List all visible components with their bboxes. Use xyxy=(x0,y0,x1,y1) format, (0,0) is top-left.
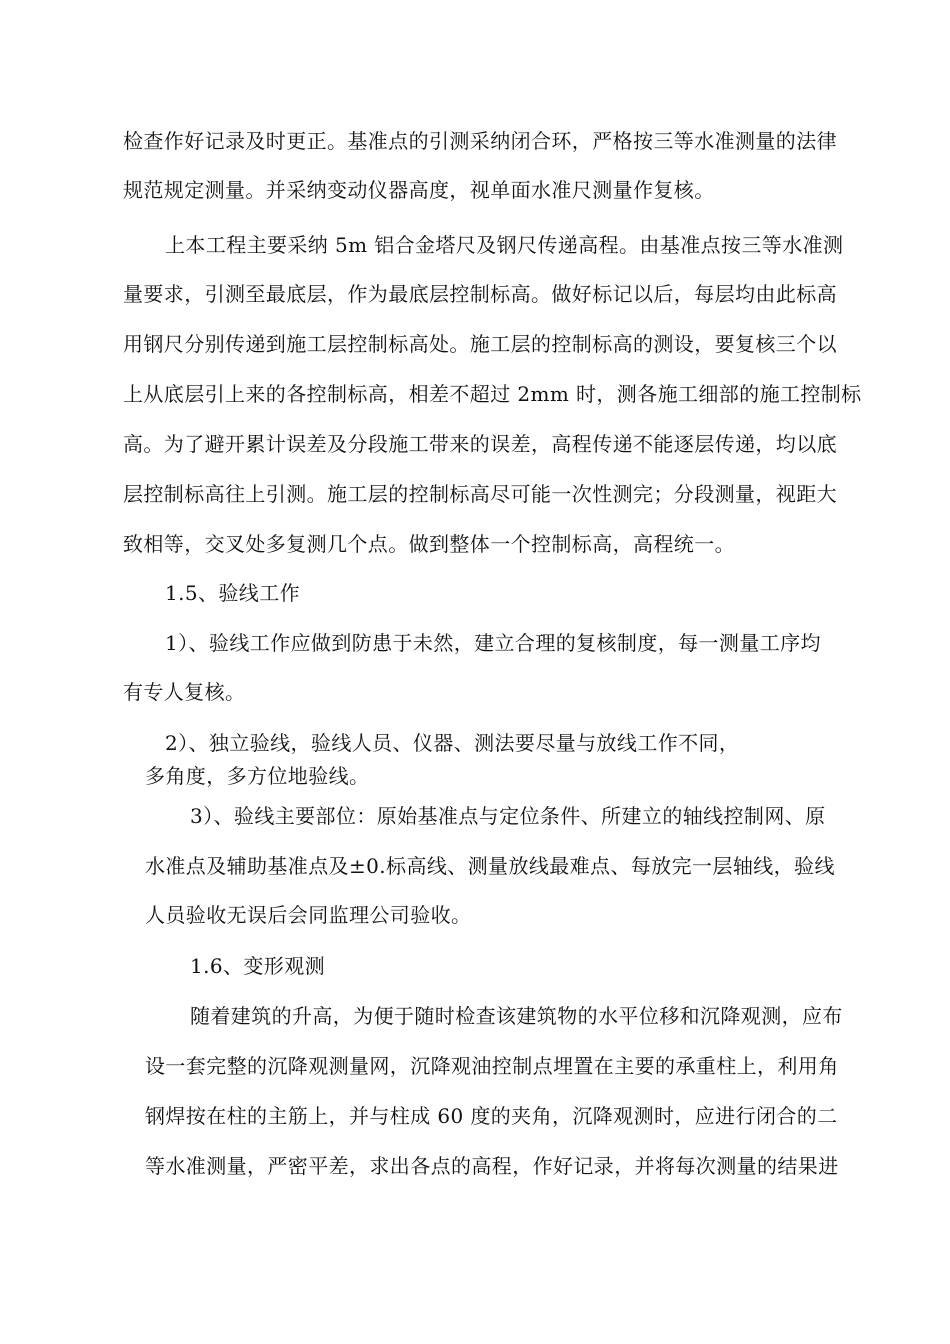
text-line: 检查作好记录及时更正。基准点的引测采纳闭合环，严格按三等水准测量的法律 xyxy=(123,129,837,153)
text-line: 等水准测量，严密平差，求出各点的高程，作好记录，并将每次测量的结果进 xyxy=(145,1154,839,1178)
text-line: 3）、验线主要部位：原始基准点与定位条件、所建立的轴线控制网、原 xyxy=(190,804,826,828)
section-heading-1-6: 1.6、变形观测 xyxy=(190,954,326,978)
text-line: 设一套完整的沉降观测量网，沉降观油控制点埋置在主要的承重柱上，利用角 xyxy=(145,1054,839,1078)
text-line: 2）、独立验线，验线人员、仪器、测法要尽量与放线工作不同， xyxy=(165,731,740,755)
section-heading-1-5: 1.5、验线工作 xyxy=(165,581,301,605)
text-line: 1）、验线工作应做到防患于未然，建立合理的复核制度，每一测量工序均 xyxy=(165,631,821,655)
text-line: 用钢尺分别传递到施工层控制标高处。施工层的控制标高的测设，要复核三个以 xyxy=(123,332,837,356)
text-line: 上从底层引上来的各控制标高，相差不超过 2mm 时，测各施工细部的施工控制标 xyxy=(123,382,862,406)
text-line: 上本工程主要采纳 5m 铝合金塔尺及钢尺传递高程。由基准点按三等水准测 xyxy=(165,233,844,257)
text-line: 量要求，引测至最底层，作为最底层控制标高。做好标记以后，每层均由此标高 xyxy=(123,282,837,306)
text-line: 致相等，交叉处多复测几个点。做到整体一个控制标高，高程统一。 xyxy=(123,532,735,556)
text-line: 水准点及辅助基准点及±0.标高线、测量放线最难点、每放完一层轴线，验线 xyxy=(145,854,835,878)
text-line: 人员验收无误后会同监理公司验收。 xyxy=(145,903,472,927)
text-line: 规范规定测量。并采纳变动仪器高度，视单面水准尺测量作复核。 xyxy=(123,178,715,202)
text-line: 多角度，多方位地验线。 xyxy=(145,764,370,788)
text-line: 随着建筑的升高，为便于随时检查该建筑物的水平位移和沉降观测，应布 xyxy=(190,1004,843,1028)
text-line: 有专人复核。 xyxy=(123,680,246,704)
text-line: 层控制标高往上引测。施工层的控制标高尽可能一次性测完；分段测量，视距大 xyxy=(123,482,837,506)
text-line: 钢焊按在柱的主筋上，并与柱成 60 度的夹角，沉降观测时，应进行闭合的二 xyxy=(145,1104,838,1128)
text-line: 高。为了避开累计误差及分段施工带来的误差，高程传递不能逐层传递，均以底 xyxy=(123,432,837,456)
